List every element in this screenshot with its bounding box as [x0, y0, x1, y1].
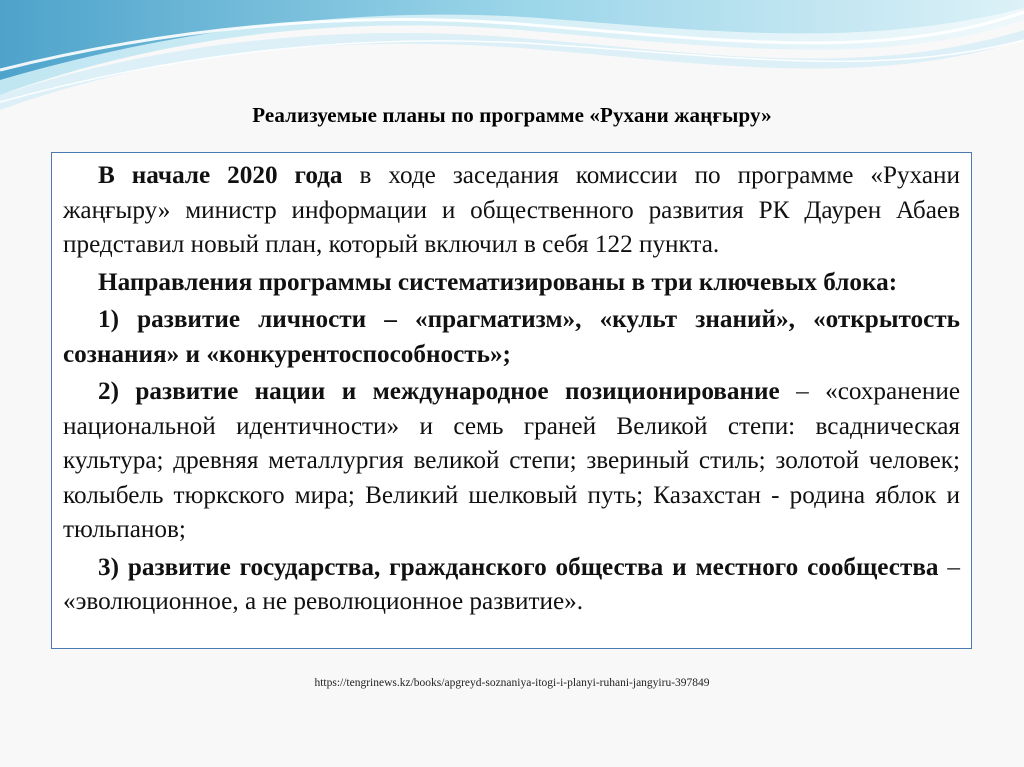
content-box: [51, 152, 972, 649]
paragraph-intro-text: в ходе заседания комиссии по программе «Рухани жаңғыру» министр информации и общественного развития РК Даурен Абаев представил новый план, который включил в себя 122 пункта.: [63, 162, 960, 258]
paragraph-block-2: [63, 375, 960, 548]
paragraph-block-1-bold: 1) развитие личности – «прагматизм», «культ знаний», «открытость сознания» и «конкурентоспособность»;: [63, 306, 960, 368]
slide-title: Реализуемые планы по программе «Рухани жаңғыру»: [252, 103, 772, 127]
paragraph-directions: [63, 266, 960, 301]
paragraph-directions-bold: Направления программы систематизированы в три ключевых блока:: [98, 268, 898, 296]
paragraph-intro: [63, 159, 960, 263]
paragraph-block-3-bold: 3) развитие государства, гражданского общества и местного сообщества: [98, 553, 939, 581]
paragraph-block-2-text: – «сохранение национальной идентичности» и семь граней Великой степи: всадническая культура; древняя металлургия великой степи; звериный стиль; золотой человек; колыбель тюркского мира; Великий шелковый путь; Казахстан - родина яблок и тюльпанов;: [63, 378, 961, 543]
decorative-wave-header: [0, 0, 1024, 115]
source-link[interactable]: https://tengrinews.kz/books/apgreyd-soznaniya-itogi-i-planyi-ruhani-jangyiru-397849: [314, 677, 710, 689]
paragraph-intro-bold: В начале 2020 года: [98, 162, 343, 189]
paragraph-block-3-text: – «эволюционное, а не революционное развитие».: [63, 553, 960, 615]
paragraph-block-1: [63, 303, 960, 372]
paragraph-block-2-bold: 2) развитие нации и международное позиционирование: [98, 378, 780, 405]
paragraph-block-3: [63, 551, 960, 620]
